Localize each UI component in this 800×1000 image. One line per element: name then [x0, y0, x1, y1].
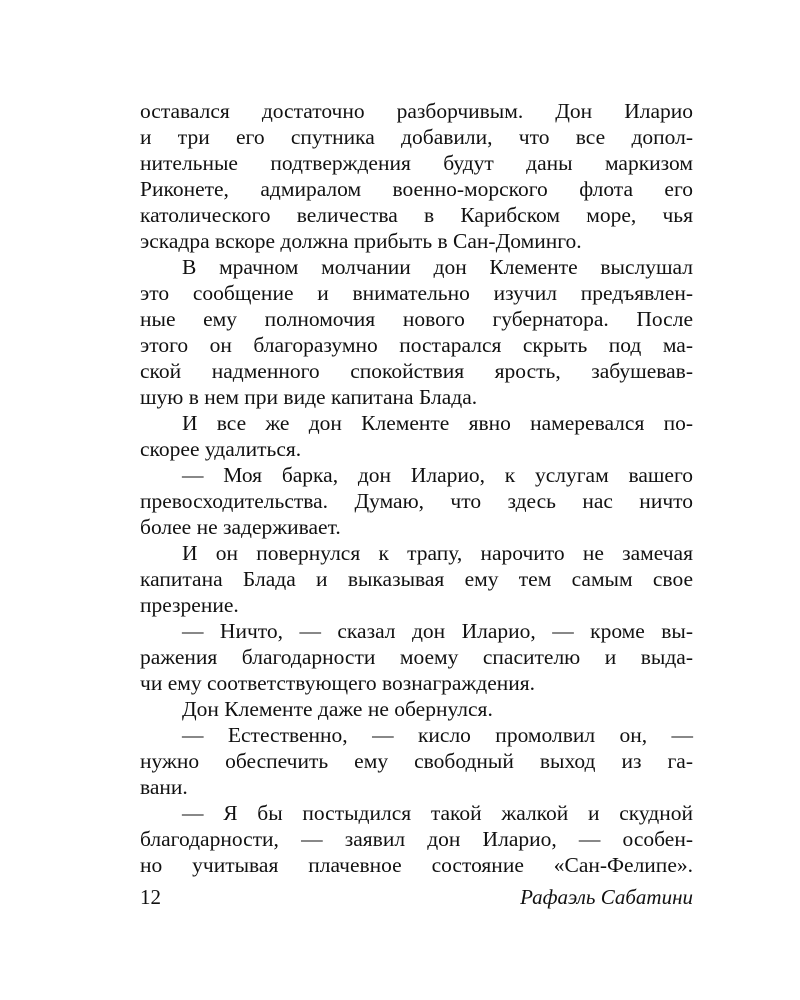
text-line: Риконете, адмиралом военно-морского флота его — [140, 177, 693, 201]
text-line: скорее удалиться. — [140, 437, 302, 461]
text-line: но учитывая плачевное состояние «Сан-Фелипе». — [140, 853, 693, 877]
text-line: ражения благодарности моему спасителю и выда- — [140, 645, 693, 669]
text-line: И все же дон Клементе явно намеревался по- — [182, 411, 693, 435]
text-line: и три его спутника добавили, что все допол- — [140, 125, 693, 149]
text-line: чи ему соответствующего вознаграждения. — [140, 671, 536, 695]
text-line: благодарности, — заявил дон Иларио, — особен- — [140, 827, 693, 851]
text-line: — Я бы постыдился такой жалкой и скудной — [182, 801, 693, 825]
text-line: капитана Блада и выказывая ему тем самым свое — [140, 567, 693, 591]
text-line: это сообщение и внимательно изучил предъявлен- — [140, 281, 693, 305]
text-line: — Ничто, — сказал дон Иларио, — кроме вы- — [182, 619, 693, 643]
text-line: презрение. — [140, 593, 239, 617]
author-name: Рафаэль Сабатини — [520, 885, 693, 909]
text-line: вани. — [140, 775, 188, 799]
text-line: нительные подтверждения будут даны маркизом — [140, 151, 693, 175]
text-line: Дон Клементе даже не обернулся. — [182, 697, 493, 721]
text-line: ской надменного спокойствия ярость, забушевав- — [140, 359, 693, 383]
text-line: эскадра вскоре должна прибыть в Сан-Доминго. — [140, 229, 582, 253]
text-line: превосходительства. Думаю, что здесь нас ничто — [140, 489, 693, 513]
page-number: 12 — [140, 885, 161, 909]
text-line: — Естественно, — кисло промолвил он, — — [182, 723, 693, 747]
text-line: католического величества в Карибском море, чья — [140, 203, 693, 227]
text-line: шую в нем при виде капитана Блада. — [140, 385, 478, 409]
text-line: оставался достаточно разборчивым. Дон Иларио — [140, 99, 693, 123]
text-line: И он повернулся к трапу, нарочито не замечая — [182, 541, 693, 565]
text-line: более не задерживает. — [140, 515, 341, 539]
body-text — [140, 98, 693, 878]
text-line: В мрачном молчании дон Клементе выслушал — [182, 255, 693, 279]
text-line: ные ему полномочия нового губернатора. После — [140, 307, 693, 331]
text-line: — Моя барка, дон Иларио, к услугам вашего — [182, 463, 693, 487]
text-line: этого он благоразумно постарался скрыть под ма- — [140, 333, 693, 357]
text-line: нужно обеспечить ему свободный выход из га- — [140, 749, 693, 773]
